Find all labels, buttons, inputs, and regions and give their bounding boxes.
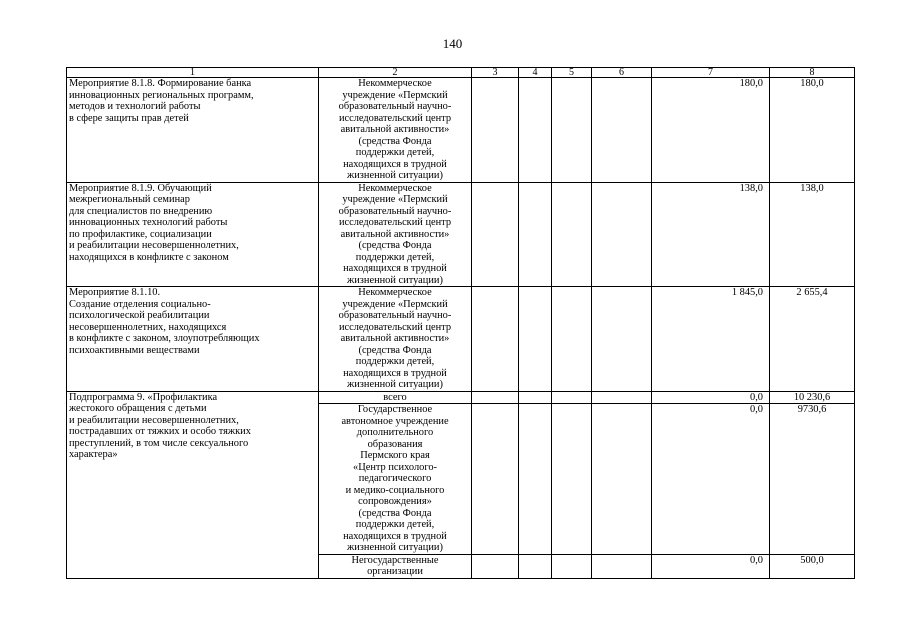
column-number: 3 xyxy=(472,68,519,78)
page-number: 140 xyxy=(442,36,463,51)
empty-cell xyxy=(519,391,552,404)
empty-cell xyxy=(552,404,592,555)
empty-cell xyxy=(552,554,592,578)
column-number-row xyxy=(67,68,855,78)
table-row xyxy=(67,182,855,287)
empty-cell xyxy=(552,287,592,392)
executor-cell: Некоммерческое учреждение «Пермский образовательный научно- исследовательский центр авитальной активности» (средства Фонда поддержки детей, находящихся в трудной жизненной ситуации) xyxy=(319,182,472,287)
executor-cell: Некоммерческое учреждение «Пермский образовательный научно- исследовательский центр авитальной активности» (средства Фонда поддержки детей, находящихся в трудной жизненной ситуации) xyxy=(319,287,472,392)
amount-col7: 0,0 xyxy=(652,404,770,555)
amount-col7: 180,0 xyxy=(652,78,770,183)
amount-col7: 138,0 xyxy=(652,182,770,287)
empty-cell xyxy=(519,404,552,555)
amount-col8: 500,0 xyxy=(770,554,855,578)
amount-col8: 2 655,4 xyxy=(770,287,855,392)
budget-table xyxy=(66,67,855,579)
measure-name: Мероприятие 8.1.10. Создание отделения социально- психологической реабилитации несовершеннолетних, находящихся в конфликте с законом, злоупотребляющих психоактивными веществами xyxy=(67,287,319,392)
executor-cell: Государственное автономное учреждение дополнительного образования Пермского края «Центр психолого- педагогического и медико-социального сопровождения» (средства Фонда поддержки детей, находящихся в трудной жизненной ситуации) xyxy=(319,404,472,555)
empty-cell xyxy=(472,391,519,404)
executor-cell: Некоммерческое учреждение «Пермский образовательный научно- исследовательский центр авитальной активности» (средства Фонда поддержки детей, находящихся в трудной жизненной ситуации) xyxy=(319,78,472,183)
empty-cell xyxy=(472,287,519,392)
column-number: 4 xyxy=(519,68,552,78)
empty-cell xyxy=(552,391,592,404)
empty-cell xyxy=(592,404,652,555)
empty-cell xyxy=(519,78,552,183)
column-number: 7 xyxy=(652,68,770,78)
amount-col7: 0,0 xyxy=(652,554,770,578)
empty-cell xyxy=(472,78,519,183)
amount-col8: 180,0 xyxy=(770,78,855,183)
empty-cell xyxy=(472,182,519,287)
table-row xyxy=(67,391,855,404)
empty-cell xyxy=(552,182,592,287)
measure-name: Мероприятие 8.1.9. Обучающий межрегиональный семинар для специалистов по внедрению инновационных технологий работы по профилактике, социализации и реабилитации несовершеннолетних, находящихся в конфликте с законом xyxy=(67,182,319,287)
empty-cell xyxy=(519,182,552,287)
empty-cell xyxy=(472,404,519,555)
subprogram-name: Подпрограмма 9. «Профилактика жестокого обращения с детьми и реабилитации несовершеннолетних, пострадавших от тяжких и особо тяжких преступлений, в том числе сексуального характера» xyxy=(67,391,319,578)
empty-cell xyxy=(519,287,552,392)
amount-col8: 9730,6 xyxy=(770,404,855,555)
table-row xyxy=(67,78,855,183)
column-number: 8 xyxy=(770,68,855,78)
empty-cell xyxy=(552,78,592,183)
amount-col7: 0,0 xyxy=(652,391,770,404)
empty-cell xyxy=(592,554,652,578)
empty-cell xyxy=(472,554,519,578)
column-number: 2 xyxy=(319,68,472,78)
column-number: 5 xyxy=(552,68,592,78)
amount-col7: 1 845,0 xyxy=(652,287,770,392)
column-number: 1 xyxy=(67,68,319,78)
amount-col8: 10 230,6 xyxy=(770,391,855,404)
amount-col8: 138,0 xyxy=(770,182,855,287)
empty-cell xyxy=(592,391,652,404)
column-number: 6 xyxy=(592,68,652,78)
empty-cell xyxy=(519,554,552,578)
measure-name: Мероприятие 8.1.8. Формирование банка инновационных региональных программ, методов и технологий работы в сфере защиты прав детей xyxy=(67,78,319,183)
empty-cell xyxy=(592,182,652,287)
table-row xyxy=(67,287,855,392)
total-label: всего xyxy=(319,391,472,404)
empty-cell xyxy=(592,78,652,183)
executor-cell: Негосударственные организации xyxy=(319,554,472,578)
empty-cell xyxy=(592,287,652,392)
